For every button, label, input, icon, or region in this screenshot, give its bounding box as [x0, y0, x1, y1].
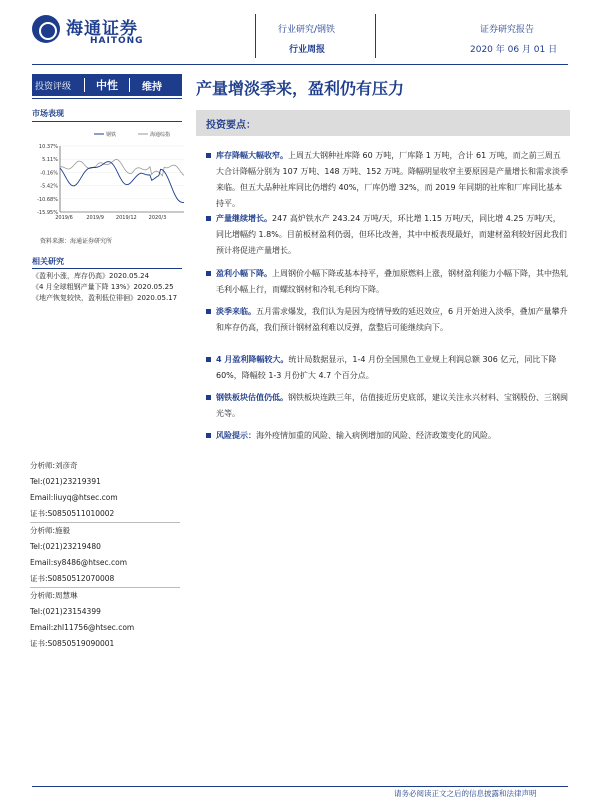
logo-cn: 海通证券 [66, 19, 138, 39]
rating-separator [129, 78, 130, 92]
key-point-text: 统计局数据显示，1-4 月份全国黑色工业规上利润总额 306 亿元，同比下降 60%，降幅较 1-3 月份扩大 4.7 个百分点。 [216, 355, 557, 380]
y-tick-label: -10.68% [37, 196, 58, 203]
analyst-email[interactable]: Email:liuyq@htsec.com [30, 493, 118, 502]
key-point [206, 390, 568, 422]
chart-source: 资料来源：海通证券研究所 [40, 238, 113, 245]
market-heading: 市场表现 [32, 109, 64, 118]
report-kind: 行业周报 [289, 45, 326, 55]
logo-icon [32, 15, 60, 43]
legend-label: 海通综指 [150, 132, 171, 138]
analyst-email[interactable]: Email:sy8486@htsec.com [30, 558, 128, 567]
market-chart [32, 126, 194, 226]
key-point-text: 五月需求爆发，我们认为是因为疫情导致的延迟效应，6 月开始进入淡季，叠加产量攀升和库存仍高，我们预计钢材盈利难以反弹，盘整后可能继续向下。 [216, 307, 568, 332]
bullet-icon [206, 216, 211, 221]
x-tick-label: 2019/12 [115, 215, 137, 221]
analyst-cert: 证书:S0850519090001 [30, 639, 115, 648]
analyst-name: 分析师:周慧琳 [30, 591, 78, 600]
report-date: 2020 年 06 月 01 日 [470, 45, 558, 55]
chart-svg [32, 126, 194, 226]
y-tick-label: 10.37% [38, 144, 58, 150]
footer-rule [32, 786, 568, 787]
header-divider [375, 14, 376, 58]
related-item[interactable]: 《盈利小涨，库存仍高》2020.05.24 [32, 272, 150, 280]
key-point-text: 上周钢价小幅下降或基本持平，叠加原燃料上涨，钢材盈利能力小幅下降，其中热轧毛利小幅上行，而螺纹钢材和冷轧毛利均下降。 [216, 269, 568, 294]
rating-action: 维持 [142, 81, 162, 93]
x-tick-label: 2020/3 [148, 215, 167, 221]
related-rule [32, 268, 182, 269]
analyst-cert: 证书:S0850511010002 [30, 509, 115, 518]
market-rule [32, 121, 182, 122]
key-point [206, 211, 568, 259]
key-point [206, 352, 568, 384]
key-point [206, 266, 568, 298]
rating-value: 中性 [96, 79, 118, 92]
key-point-text: 247 高炉铁水产 243.24 万吨/天，环比增 1.15 万吨/天，同比增 4.25 万吨/天，同比增幅约 1.8%。目前板材盈利仍弱，但环比改善，其中中板表现最好，而建材盈利较好因此我们预计将促进产量增长。 [216, 214, 567, 255]
key-point-lead: 产量继续增长。 [216, 214, 272, 223]
y-tick-label: 5.11% [42, 157, 58, 164]
bullet-icon [206, 395, 211, 400]
bullet-icon [206, 309, 211, 314]
analyst-tel: Tel:(021)23154399 [30, 607, 101, 616]
related-heading: 相关研究 [32, 257, 64, 266]
y-tick-label: -5.42% [40, 183, 58, 190]
key-point-text: 上周五大钢种社库降 60 万吨，厂库降 1 万吨，合计 61 万吨，而之前三周五大合计降幅分别为 107 万吨、148 万吨、152 万吨。降幅明显收窄主要原因是产量增长和需求淡季来临。但五大品种社库同比仍增约 40%，厂库仍增 32%，而 2019 年同期的社库和厂库同比基本持平。 [216, 151, 568, 208]
analyst-tel: Tel:(021)23219480 [30, 542, 101, 551]
key-point-text: 海外疫情加重的风险、输入病例增加的风险、经济政策变化的风险。 [256, 431, 496, 440]
key-point-lead: 风险提示： [216, 431, 256, 440]
rating-label: 投资评级 [35, 81, 72, 92]
analyst-cert: 证书:S0850512070008 [30, 574, 115, 583]
key-point [206, 428, 568, 444]
legend-label: 钢铁 [106, 132, 117, 138]
footer-disclaimer[interactable]: 请务必阅读正文之后的信息披露和法律声明 [394, 789, 537, 798]
key-point-text: 钢铁板块连跌三年，估值接近历史底部，建议关注永兴材料、宝钢股份、三钢闽光等。 [216, 393, 568, 418]
key-point-lead: 库存降幅大幅收窄。 [216, 151, 288, 160]
rating-bar [32, 74, 182, 96]
header-rule [32, 64, 568, 65]
analyst-tel: Tel:(021)23219391 [30, 477, 101, 486]
analyst-name: 分析师:施毅 [30, 526, 71, 535]
related-item[interactable]: 《地产恢复较快，盈利低位徘徊》2020.05.17 [32, 294, 178, 302]
related-list [32, 271, 192, 304]
y-tick-label: -0.16% [40, 170, 58, 177]
analyst-block [30, 458, 180, 652]
related-item[interactable]: 《4 月全球粗钢产量下降 13%》2020.05.25 [32, 283, 174, 291]
analyst-name: 分析师:刘彦奇 [30, 461, 78, 470]
report-type: 证券研究报告 [480, 25, 535, 35]
header-divider [255, 14, 256, 58]
key-point-lead: 盈利小幅下降。 [216, 269, 272, 278]
key-point-lead: 淡季来临。 [216, 307, 256, 316]
rating-rule [32, 98, 182, 99]
page-title: 产量增淡季来，盈利仍有压力 [196, 79, 405, 98]
analyst-email[interactable]: Email:zhl11756@htsec.com [30, 623, 135, 632]
key-points-heading: 投资要点： [206, 120, 256, 131]
key-point-lead: 钢铁板块估值仍低。 [216, 393, 288, 402]
key-point-lead: 4 月盈利降幅较大。 [216, 355, 289, 364]
bullet-icon [206, 357, 211, 362]
key-point [206, 304, 568, 336]
x-tick-label: 2019/6 [55, 215, 73, 221]
bullet-icon [206, 271, 211, 276]
bullet-icon [206, 153, 211, 158]
bullet-icon [206, 433, 211, 438]
x-tick-label: 2019/9 [86, 215, 104, 221]
logo-en: HAITONG [90, 36, 144, 46]
y-tick-label: -15.95% [37, 210, 58, 216]
industry-category: 行业研究/钢铁 [278, 25, 336, 35]
key-point [206, 148, 568, 212]
